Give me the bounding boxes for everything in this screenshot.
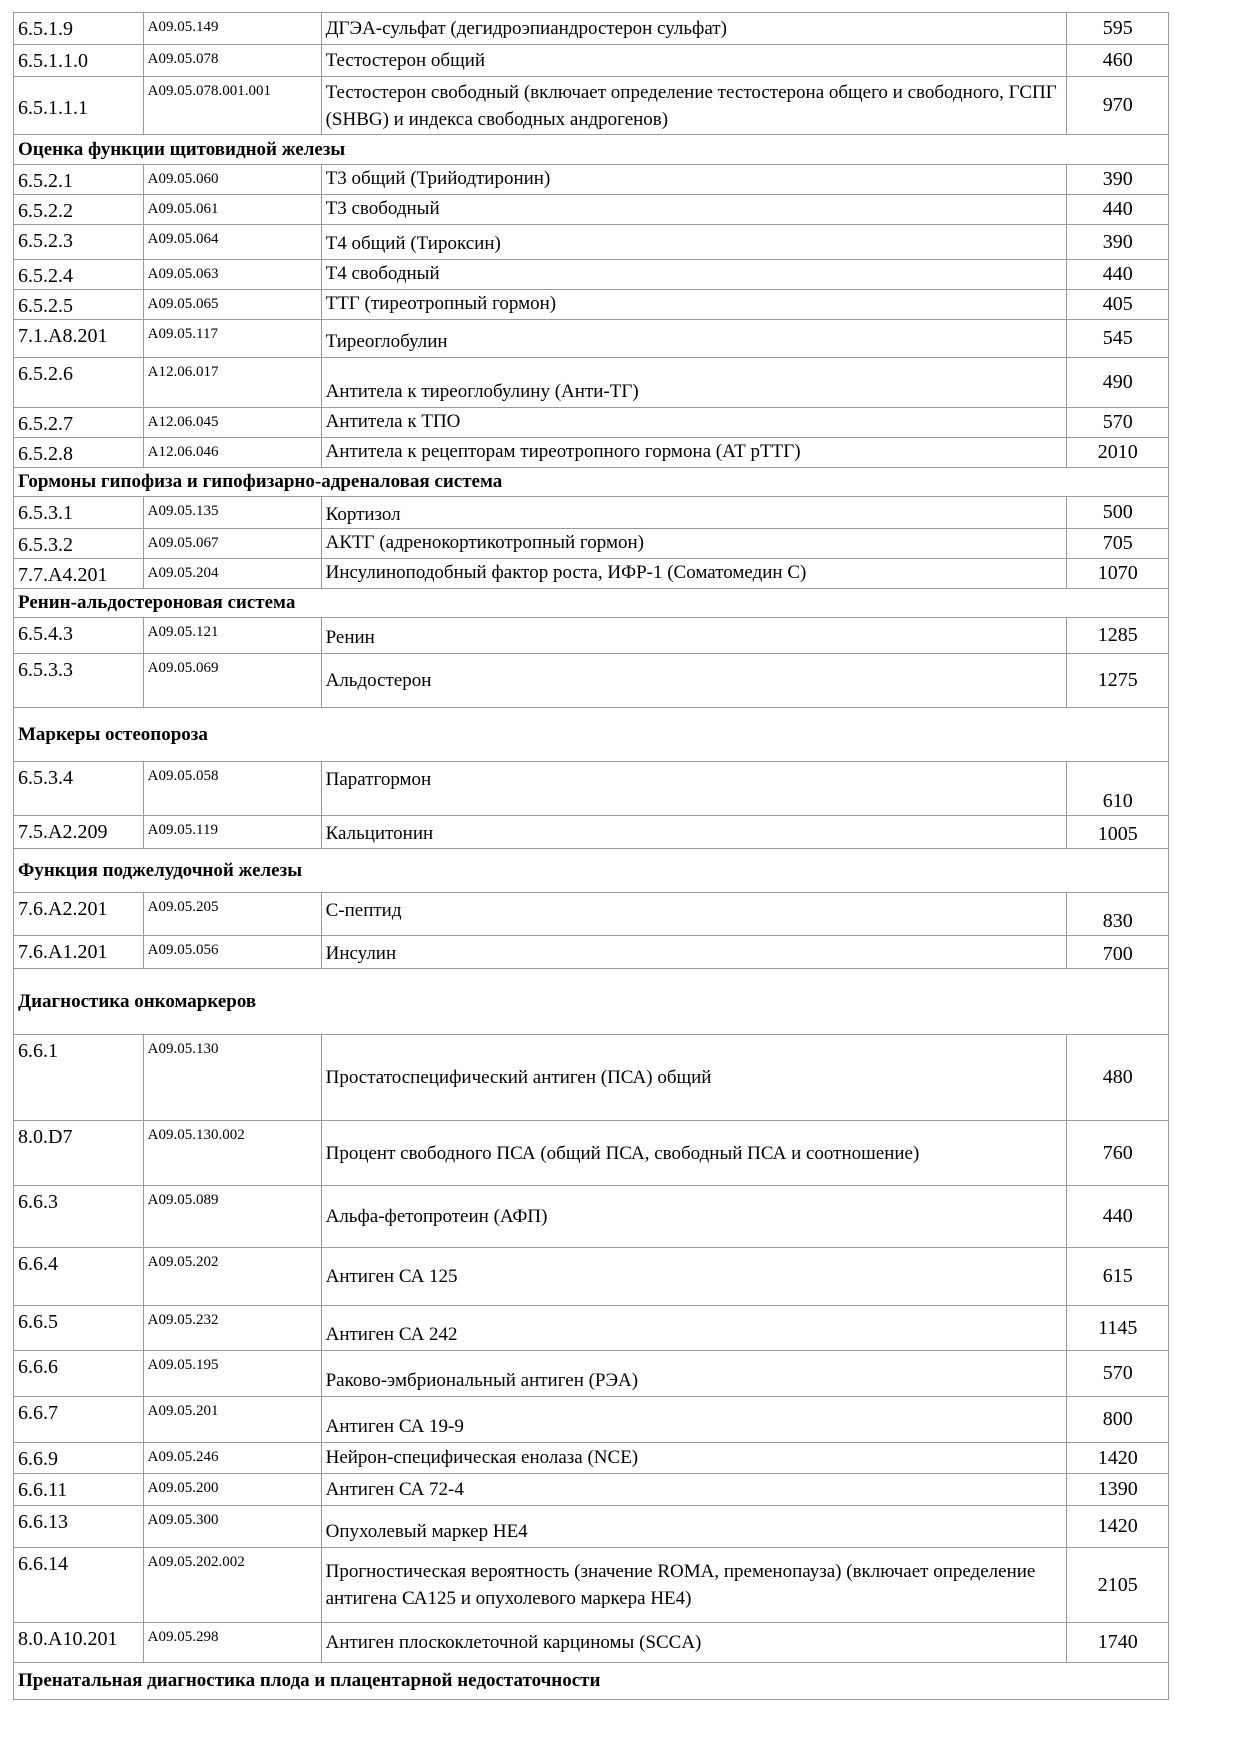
section-header-row bbox=[14, 468, 1169, 497]
service-name: Т3 общий (Трийодтиронин) bbox=[321, 165, 1067, 195]
service-code: 6.5.2.3 bbox=[14, 225, 144, 260]
service-price: 1420 bbox=[1067, 1506, 1169, 1548]
tariff-code: A09.05.246 bbox=[143, 1443, 321, 1474]
service-name: Тестостерон общий bbox=[321, 45, 1067, 77]
service-code: 6.6.13 bbox=[14, 1506, 144, 1548]
service-name: Т4 свободный bbox=[321, 260, 1067, 290]
price-row bbox=[14, 195, 1169, 225]
tariff-code: A12.06.046 bbox=[143, 438, 321, 468]
price-row bbox=[14, 1506, 1169, 1548]
service-price: 705 bbox=[1067, 529, 1169, 559]
price-row bbox=[14, 1443, 1169, 1474]
tariff-code: A09.05.089 bbox=[143, 1186, 321, 1248]
tariff-code: A12.06.045 bbox=[143, 408, 321, 438]
service-price: 2105 bbox=[1067, 1548, 1169, 1623]
service-code: 6.5.2.6 bbox=[14, 358, 144, 408]
tariff-code: A12.06.017 bbox=[143, 358, 321, 408]
tariff-code: A09.05.121 bbox=[143, 618, 321, 654]
service-price: 610 bbox=[1067, 762, 1169, 816]
service-code: 6.5.3.4 bbox=[14, 762, 144, 816]
tariff-code: A09.05.069 bbox=[143, 654, 321, 708]
tariff-code: A09.05.065 bbox=[143, 290, 321, 320]
price-row bbox=[14, 1121, 1169, 1186]
service-price: 1275 bbox=[1067, 654, 1169, 708]
tariff-code: A09.05.232 bbox=[143, 1306, 321, 1351]
service-code: 6.6.4 bbox=[14, 1248, 144, 1306]
tariff-code: A09.05.135 bbox=[143, 497, 321, 529]
price-row bbox=[14, 529, 1169, 559]
service-code: 6.5.2.8 bbox=[14, 438, 144, 468]
price-row bbox=[14, 1306, 1169, 1351]
section-title: Ренин-альдостероновая система bbox=[14, 589, 1169, 618]
service-price: 440 bbox=[1067, 1186, 1169, 1248]
tariff-code: A09.05.204 bbox=[143, 559, 321, 589]
service-price: 1420 bbox=[1067, 1443, 1169, 1474]
service-price: 490 bbox=[1067, 358, 1169, 408]
price-row bbox=[14, 1397, 1169, 1443]
tariff-code: A09.05.202 bbox=[143, 1248, 321, 1306]
service-price: 1005 bbox=[1067, 816, 1169, 849]
service-price: 570 bbox=[1067, 408, 1169, 438]
service-price: 440 bbox=[1067, 260, 1169, 290]
price-row bbox=[14, 45, 1169, 77]
tariff-code: A09.05.078 bbox=[143, 45, 321, 77]
service-code: 7.6.A2.201 bbox=[14, 893, 144, 936]
price-row bbox=[14, 1548, 1169, 1623]
service-code: 6.5.1.1.1 bbox=[14, 77, 144, 135]
service-name: Антиген плоскоклеточной карциномы (SCCA) bbox=[321, 1623, 1067, 1663]
service-price: 595 bbox=[1067, 13, 1169, 45]
service-price: 1740 bbox=[1067, 1623, 1169, 1663]
service-name: Простатоспецифический антиген (ПСА) общий bbox=[321, 1035, 1067, 1121]
service-name: С-пептид bbox=[321, 893, 1067, 936]
service-price: 480 bbox=[1067, 1035, 1169, 1121]
price-row bbox=[14, 1351, 1169, 1397]
service-name: Кортизол bbox=[321, 497, 1067, 529]
service-code: 7.1.A8.201 bbox=[14, 320, 144, 358]
service-code: 6.5.2.5 bbox=[14, 290, 144, 320]
service-name: Т4 общий (Тироксин) bbox=[321, 225, 1067, 260]
service-code: 6.5.2.1 bbox=[14, 165, 144, 195]
service-price: 830 bbox=[1067, 893, 1169, 936]
service-code: 6.5.4.3 bbox=[14, 618, 144, 654]
price-row bbox=[14, 1035, 1169, 1121]
price-row bbox=[14, 1186, 1169, 1248]
service-name: АКТГ (адренокортикотропный гормон) bbox=[321, 529, 1067, 559]
price-row bbox=[14, 497, 1169, 529]
service-code: 6.5.3.3 bbox=[14, 654, 144, 708]
price-row bbox=[14, 290, 1169, 320]
price-row bbox=[14, 77, 1169, 135]
price-row bbox=[14, 559, 1169, 589]
service-name: Инсулиноподобный фактор роста, ИФР-1 (Соматомедин С) bbox=[321, 559, 1067, 589]
service-name: Раково-эмбриональный антиген (РЭА) bbox=[321, 1351, 1067, 1397]
service-price: 1390 bbox=[1067, 1474, 1169, 1506]
service-name: Тестостерон свободный (включает определение тестостерона общего и свободного, ГСПГ (SHBG) и индекса свободных андрогенов) bbox=[321, 77, 1067, 135]
section-header-row bbox=[14, 708, 1169, 762]
price-row bbox=[14, 260, 1169, 290]
tariff-code: A09.05.063 bbox=[143, 260, 321, 290]
service-name: Паратгормон bbox=[321, 762, 1067, 816]
service-code: 6.6.7 bbox=[14, 1397, 144, 1443]
price-row bbox=[14, 408, 1169, 438]
service-name: Ренин bbox=[321, 618, 1067, 654]
service-price: 1285 bbox=[1067, 618, 1169, 654]
price-row bbox=[14, 438, 1169, 468]
price-row bbox=[14, 936, 1169, 969]
service-code: 6.6.3 bbox=[14, 1186, 144, 1248]
price-row bbox=[14, 225, 1169, 260]
service-price: 545 bbox=[1067, 320, 1169, 358]
service-code: 6.5.2.2 bbox=[14, 195, 144, 225]
service-price: 700 bbox=[1067, 936, 1169, 969]
service-name: ТТГ (тиреотропный гормон) bbox=[321, 290, 1067, 320]
tariff-code: A09.05.202.002 bbox=[143, 1548, 321, 1623]
service-price: 460 bbox=[1067, 45, 1169, 77]
service-price: 405 bbox=[1067, 290, 1169, 320]
service-code: 6.5.3.2 bbox=[14, 529, 144, 559]
price-list-table bbox=[13, 12, 1169, 1700]
service-code: 6.6.9 bbox=[14, 1443, 144, 1474]
service-name: Альдостерон bbox=[321, 654, 1067, 708]
price-list-body bbox=[14, 13, 1169, 1700]
service-code: 6.5.2.7 bbox=[14, 408, 144, 438]
price-row bbox=[14, 165, 1169, 195]
service-name: Кальцитонин bbox=[321, 816, 1067, 849]
service-code: 6.5.3.1 bbox=[14, 497, 144, 529]
section-title: Маркеры остеопороза bbox=[14, 708, 1169, 762]
service-code: 6.6.11 bbox=[14, 1474, 144, 1506]
service-name: Т3 свободный bbox=[321, 195, 1067, 225]
service-price: 390 bbox=[1067, 165, 1169, 195]
tariff-code: A09.05.298 bbox=[143, 1623, 321, 1663]
service-price: 615 bbox=[1067, 1248, 1169, 1306]
service-code: 6.6.5 bbox=[14, 1306, 144, 1351]
tariff-code: A09.05.149 bbox=[143, 13, 321, 45]
service-code: 6.6.6 bbox=[14, 1351, 144, 1397]
section-title: Пренатальная диагностика плода и плацентарной недостаточности bbox=[14, 1663, 1169, 1700]
service-name: Прогностическая вероятность (значение ROMA, пременопауза) (включает определение антигена СА125 и опухолевого маркера НЕ4) bbox=[321, 1548, 1067, 1623]
service-name: Антиген СА 242 bbox=[321, 1306, 1067, 1351]
service-code: 7.6.A1.201 bbox=[14, 936, 144, 969]
tariff-code: A09.05.201 bbox=[143, 1397, 321, 1443]
price-row bbox=[14, 654, 1169, 708]
service-code: 6.5.1.1.0 bbox=[14, 45, 144, 77]
service-name: Опухолевый маркер НЕ4 bbox=[321, 1506, 1067, 1548]
tariff-code: A09.05.119 bbox=[143, 816, 321, 849]
service-code: 8.0.A10.201 bbox=[14, 1623, 144, 1663]
service-price: 500 bbox=[1067, 497, 1169, 529]
tariff-code: A09.05.056 bbox=[143, 936, 321, 969]
tariff-code: A09.05.058 bbox=[143, 762, 321, 816]
service-code: 7.7.A4.201 bbox=[14, 559, 144, 589]
price-row bbox=[14, 762, 1169, 816]
service-code: 8.0.D7 bbox=[14, 1121, 144, 1186]
service-code: 6.5.1.9 bbox=[14, 13, 144, 45]
service-price: 760 bbox=[1067, 1121, 1169, 1186]
service-price: 2010 bbox=[1067, 438, 1169, 468]
tariff-code: A09.05.067 bbox=[143, 529, 321, 559]
service-name: Антитела к тиреоглобулину (Анти-ТГ) bbox=[321, 358, 1067, 408]
service-code: 6.6.1 bbox=[14, 1035, 144, 1121]
service-price: 1070 bbox=[1067, 559, 1169, 589]
section-header-row bbox=[14, 135, 1169, 165]
service-code: 7.5.A2.209 bbox=[14, 816, 144, 849]
tariff-code: A09.05.195 bbox=[143, 1351, 321, 1397]
service-price: 440 bbox=[1067, 195, 1169, 225]
price-row bbox=[14, 358, 1169, 408]
section-header-row bbox=[14, 849, 1169, 893]
price-row bbox=[14, 1623, 1169, 1663]
price-row bbox=[14, 1474, 1169, 1506]
service-name: Тиреоглобулин bbox=[321, 320, 1067, 358]
tariff-code: A09.05.117 bbox=[143, 320, 321, 358]
section-title: Функция поджелудочной железы bbox=[14, 849, 1169, 893]
service-price: 1145 bbox=[1067, 1306, 1169, 1351]
service-name: ДГЭА-сульфат (дегидроэпиандростерон сульфат) bbox=[321, 13, 1067, 45]
price-row bbox=[14, 13, 1169, 45]
tariff-code: A09.05.061 bbox=[143, 195, 321, 225]
tariff-code: A09.05.205 bbox=[143, 893, 321, 936]
tariff-code: A09.05.130.002 bbox=[143, 1121, 321, 1186]
service-price: 570 bbox=[1067, 1351, 1169, 1397]
price-row bbox=[14, 1248, 1169, 1306]
service-code: 6.5.2.4 bbox=[14, 260, 144, 290]
price-row bbox=[14, 618, 1169, 654]
section-title: Гормоны гипофиза и гипофизарно-адреналовая система bbox=[14, 468, 1169, 497]
tariff-code: A09.05.060 bbox=[143, 165, 321, 195]
price-row bbox=[14, 816, 1169, 849]
tariff-code: A09.05.078.001.001 bbox=[143, 77, 321, 135]
service-name: Альфа-фетопротеин (АФП) bbox=[321, 1186, 1067, 1248]
service-name: Нейрон-специфическая енолаза (NCE) bbox=[321, 1443, 1067, 1474]
section-header-row bbox=[14, 1663, 1169, 1700]
service-name: Антитела к рецепторам тиреотропного гормона (АТ рТТГ) bbox=[321, 438, 1067, 468]
tariff-code: A09.05.200 bbox=[143, 1474, 321, 1506]
tariff-code: A09.05.300 bbox=[143, 1506, 321, 1548]
service-name: Антиген СА 72-4 bbox=[321, 1474, 1067, 1506]
service-code: 6.6.14 bbox=[14, 1548, 144, 1623]
service-name: Инсулин bbox=[321, 936, 1067, 969]
tariff-code: A09.05.130 bbox=[143, 1035, 321, 1121]
service-price: 800 bbox=[1067, 1397, 1169, 1443]
section-title: Оценка функции щитовидной железы bbox=[14, 135, 1169, 165]
service-name: Антитела к ТПО bbox=[321, 408, 1067, 438]
section-header-row bbox=[14, 969, 1169, 1035]
price-row bbox=[14, 893, 1169, 936]
section-header-row bbox=[14, 589, 1169, 618]
service-price: 390 bbox=[1067, 225, 1169, 260]
section-title: Диагностика онкомаркеров bbox=[14, 969, 1169, 1035]
price-row bbox=[14, 320, 1169, 358]
service-name: Антиген СА 125 bbox=[321, 1248, 1067, 1306]
service-price: 970 bbox=[1067, 77, 1169, 135]
service-name: Антиген СА 19-9 bbox=[321, 1397, 1067, 1443]
tariff-code: A09.05.064 bbox=[143, 225, 321, 260]
service-name: Процент свободного ПСА (общий ПСА, свободный ПСА и соотношение) bbox=[321, 1121, 1067, 1186]
